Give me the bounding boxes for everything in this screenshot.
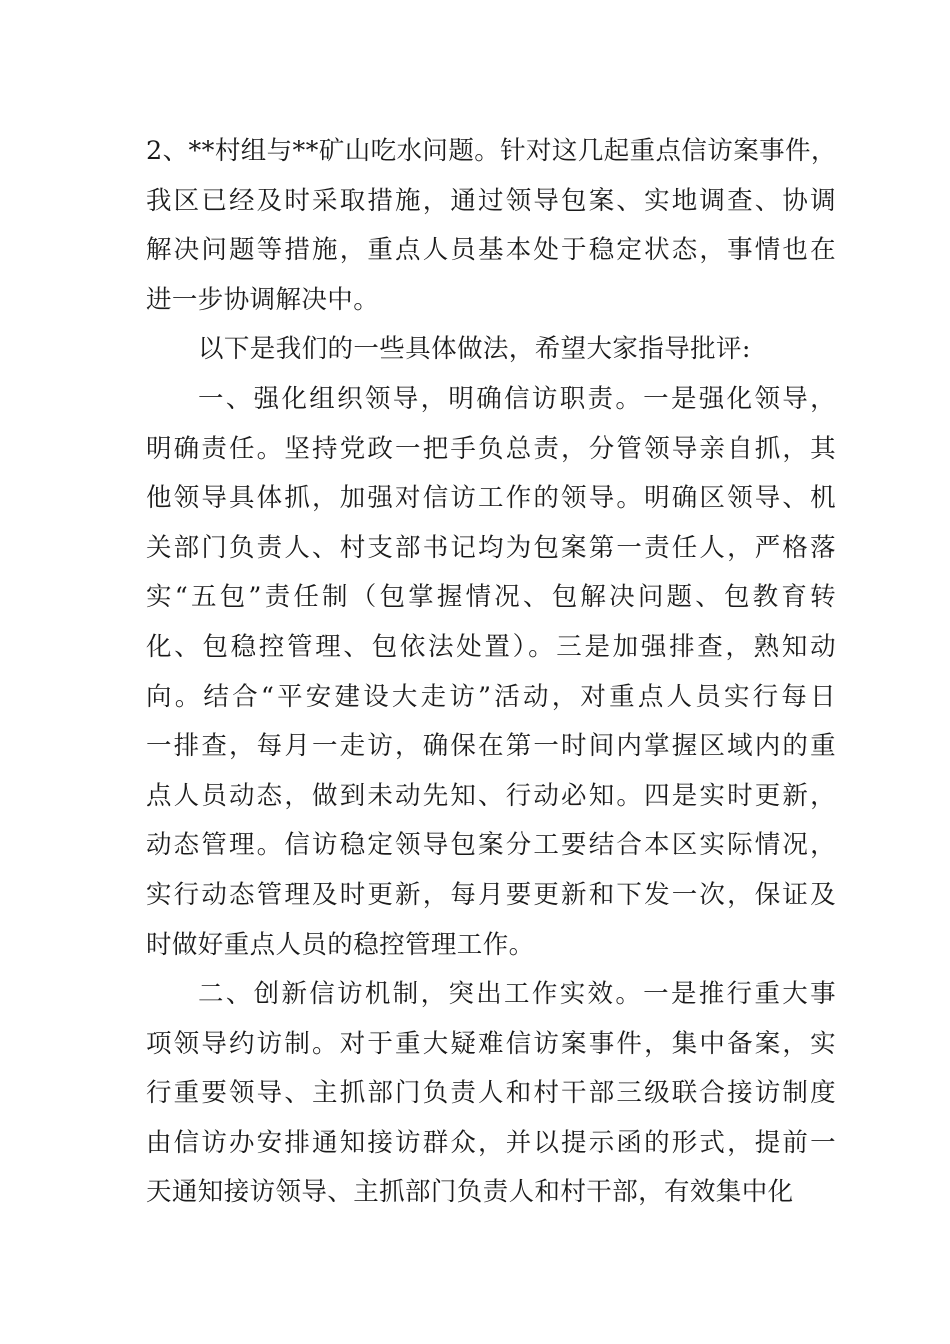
- text-line: 由信访办安排通知接访群众，并以提示函的形式，提前一: [146, 1127, 836, 1158]
- paragraph: [146, 970, 836, 1218]
- text-line: 以下是我们的一些具体做法，希望大家指导批评:: [198, 334, 751, 365]
- text-line: 一排查，每月一走访，确保在第一时间内掌握区域内的重: [146, 731, 836, 762]
- text-line: 进一步协调解决中。: [146, 284, 380, 315]
- paragraph: [146, 325, 836, 375]
- text-line: 二、创新信访机制，突出工作实效。一是推行重大事: [198, 979, 836, 1010]
- text-line: 点人员动态，做到未动先知、行动必知。四是实时更新，: [146, 780, 836, 811]
- text-line: 我区已经及时采取措施，通过领导包案、实地调查、协调: [146, 185, 836, 216]
- text-line: 他领导具体抓，加强对信访工作的领导。明确区领导、机: [146, 483, 836, 514]
- document-body: [146, 127, 836, 1218]
- text-line: 解决问题等措施，重点人员基本处于稳定状态，事情也在: [146, 235, 836, 266]
- text-line: 明确责任。坚持党政一把手负总责，分管领导亲自抓，其: [146, 433, 836, 464]
- text-line: 项领导约访制。对于重大疑难信访案事件，集中备案，实: [146, 1028, 836, 1059]
- text-line: 一、强化组织领导，明确信访职责。一是强化领导，: [198, 383, 836, 414]
- text-line: 时做好重点人员的稳控管理工作。: [146, 929, 535, 960]
- text-line: 2、**村组与**矿山吃水问题。针对这几起重点信访案事件，: [146, 136, 837, 166]
- text-line: 向。结合“平安建设大走访”活动，对重点人员实行每日: [146, 681, 836, 712]
- text-line: 实行动态管理及时更新，每月要更新和下发一次，保证及: [146, 879, 836, 910]
- text-line: 天通知接访领导、主抓部门负责人和村干部，有效集中化: [146, 1177, 794, 1208]
- paragraph: [146, 375, 836, 970]
- text-line: 关部门负责人、村支部书记均为包案第一责任人，严格落: [146, 532, 836, 563]
- text-line: 行重要领导、主抓部门负责人和村干部三级联合接访制度: [146, 1078, 836, 1109]
- text-line: 动态管理。信访稳定领导包案分工要结合本区实际情况，: [146, 830, 836, 861]
- text-line: 化、包稳控管理、包依法处置）。三是加强排查，熟知动: [146, 631, 836, 662]
- paragraph: [146, 127, 836, 325]
- text-line: 实“五包”责任制（包掌握情况、包解决问题、包教育转: [146, 582, 836, 613]
